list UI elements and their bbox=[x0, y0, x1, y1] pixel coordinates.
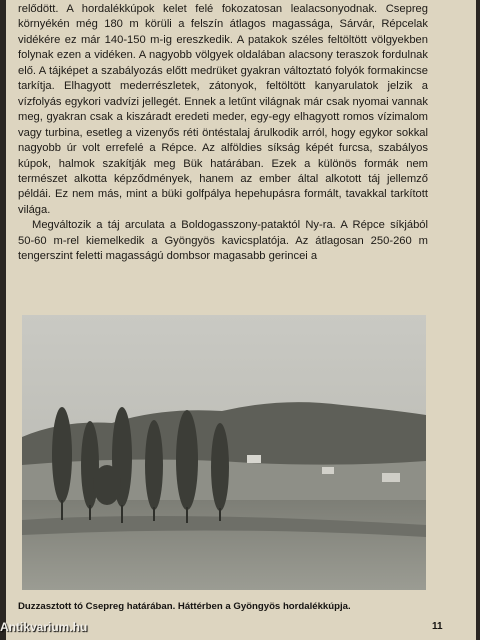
paragraph-1: relődött. A hordalékkúpok kelet felé fokozatosan lealacsonyodnak. Csepreg környékén még 180 m körüli a felszín átlagos magassága, Sárvár, Répcelak vidékére ez már 140-150 m-ig ereszkedik. A patakok széles feltöltött völgyekben folynak ezen a vidéken. A nagyobb völgyek oldalában alacsony teraszok fordulnak elő. A tájképet a szabályozás előtt medrüket gyakran változtató folyók formakincse tarkítja. Elhagyott mederrészletek, zátonyok, feltöltött kanyarulatok jelzik a vízfolyás egykori vadvízi jellegét. Ennek a letűnt világnak már csak nyomai vannak meg, gyakran csak a kiszáradt eredeti meder, egy-egy elhagyott romos vízimalom vagy turbina, esetleg a vizenyős réti öntéstalaj árulkodik arról, hogy egykor sokkal nagyobb úr volt errefelé a Répce. Az alföldies síkság képét furcsa, szabályos kúpok, halmok szakítják meg Bük határában. Ezek a különös formák nem természet alkotta képződmények, hanem az ember által alkotott táj jellemző példái. Ez nem más, mint a büki golfpálya hepehupásra formált, tavakkal tarkított világa. bbox=[18, 3, 428, 216]
body-text bbox=[18, 2, 428, 265]
landscape-photo bbox=[22, 315, 426, 590]
photo-caption: Duzzasztott tó Csepreg határában. Háttérben a Gyöngyös hordalékkúpja. bbox=[18, 601, 351, 612]
watermark: Antikvarium.hu bbox=[0, 620, 88, 634]
book-page bbox=[6, 0, 476, 640]
page-number: 11 bbox=[432, 621, 443, 632]
paragraph-2: Megváltozik a táj arculata a Boldogasszony-pataktól Ny-ra. A Répce síkjából 50-60 m-rel kiemelkedik a Gyöngyös kavicsplatója. Az átlagosan 250-260 m tengerszint feletti magasságú dombsor magasabb gerincei a bbox=[18, 219, 428, 263]
